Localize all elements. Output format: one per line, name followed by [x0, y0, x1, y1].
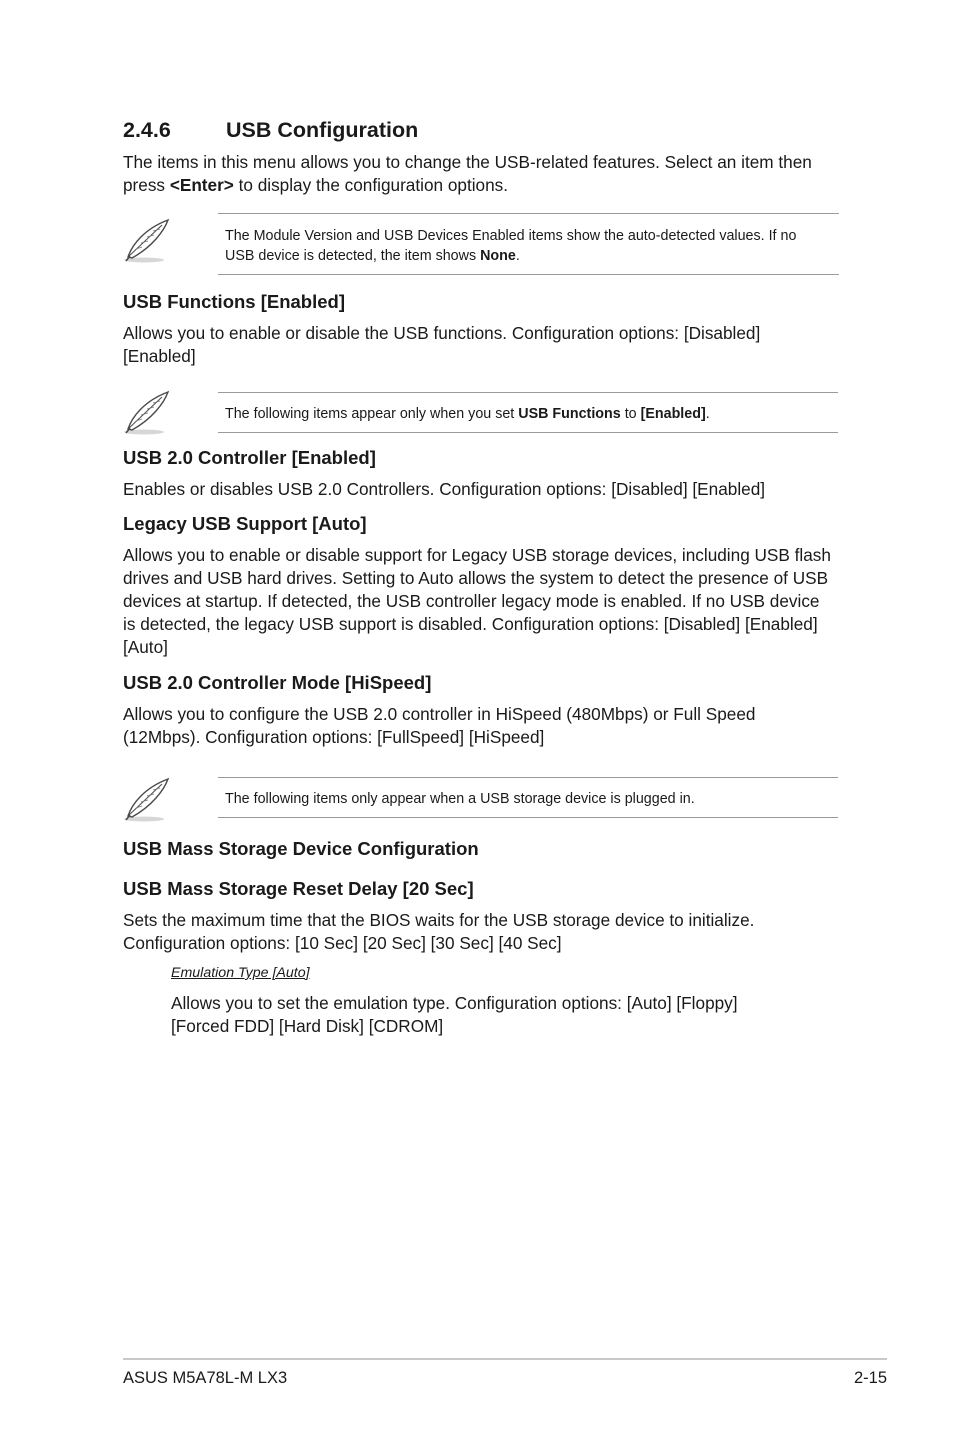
reset-delay-line-2: Configuration options: [10 Sec] [20 Sec] [30 Sec] [40 Sec] — [123, 933, 562, 953]
section-title-text: USB Configuration — [226, 118, 419, 142]
note-box-2 — [218, 392, 838, 433]
legacy-usb-line-1: Allows you to enable or disable support for Legacy USB storage devices, including USB flash — [123, 545, 831, 565]
usb-functions-description — [123, 322, 843, 368]
usb-functions-line-1: Allows you to enable or disable the USB functions. Configuration options: [Disabled] — [123, 323, 761, 343]
usb20-mode-description — [123, 703, 843, 749]
pen-note-icon — [122, 217, 176, 265]
heading-reset-delay: USB Mass Storage Reset Delay [20 Sec] — [123, 878, 474, 899]
heading-usb20-controller: USB 2.0 Controller [Enabled] — [123, 447, 376, 468]
note-1-line-2 — [225, 246, 520, 266]
note-1-line-2-pre: USB device is detected, the item shows — [225, 248, 481, 264]
note-2-bold-usb-functions: USB Functions — [518, 406, 621, 422]
heading-legacy-usb: Legacy USB Support [Auto] — [123, 513, 367, 534]
section-number: 2.4.6 — [123, 118, 171, 142]
note-1-line-1: The Module Version and USB Devices Enabled items show the auto-detected values. If no — [225, 228, 797, 244]
usb-functions-line-2: [Enabled] — [123, 346, 196, 366]
note-2-text — [225, 404, 710, 424]
usb20-mode-line-2: (12Mbps). Configuration options: [FullSpeed] [HiSpeed] — [123, 727, 545, 747]
heading-usb-functions: USB Functions [Enabled] — [123, 291, 345, 312]
usb20-mode-line-1: Allows you to configure the USB 2.0 controller in HiSpeed (480Mbps) or Full Speed — [123, 704, 756, 724]
section-title — [123, 120, 418, 142]
note-2-pre: The following items appear only when you set — [225, 406, 519, 422]
legacy-usb-line-5: [Auto] — [123, 637, 168, 657]
note-3-text: The following items only appear when a USB storage device is plugged in. — [225, 791, 695, 807]
footer-rule — [123, 1358, 887, 1360]
note-box-1 — [218, 213, 839, 275]
legacy-usb-line-3: devices at startup. If detected, the USB controller legacy mode is enabled. If no USB device — [123, 591, 820, 611]
note-1-line-2-post: . — [515, 248, 520, 264]
legacy-usb-description — [123, 544, 843, 659]
emulation-line-1: Allows you to set the emulation type. Configuration options: [Auto] [Floppy] — [171, 993, 738, 1013]
note-2-bold-enabled: [Enabled] — [640, 406, 706, 422]
emulation-type-label: Emulation Type [Auto] — [171, 965, 310, 981]
pen-note-icon — [122, 389, 176, 437]
note-2-mid: to — [620, 406, 641, 422]
reset-delay-line-1: Sets the maximum time that the BIOS waits for the USB storage device to initialize. — [123, 910, 755, 930]
legacy-usb-line-4: is detected, the legacy USB support is disabled. Configuration options: [Disabled] [Enabled] — [123, 614, 818, 634]
footer-product-name: ASUS M5A78L-M LX3 — [123, 1369, 288, 1387]
usb20-controller-description — [123, 478, 843, 501]
intro-line-2-post: to display the configuration options. — [233, 175, 509, 195]
reset-delay-description — [123, 909, 843, 955]
note-box-3 — [218, 777, 838, 818]
heading-mass-storage-config: USB Mass Storage Device Configuration — [123, 838, 479, 859]
emulation-description — [171, 992, 851, 1038]
usb20-controller-line-1: Enables or disables USB 2.0 Controllers. Configuration options: [Disabled] [Enabled] — [123, 479, 766, 499]
intro-line-2-pre: press — [123, 175, 170, 195]
intro-paragraph — [123, 151, 843, 197]
intro-line-2 — [123, 174, 843, 197]
legacy-usb-line-2: drives and USB hard drives. Setting to Auto allows the system to detect the presence of USB — [123, 568, 829, 588]
intro-enter-key: <Enter> — [169, 175, 234, 195]
emulation-line-2: [Forced FDD] [Hard Disk] [CDROM] — [171, 1016, 444, 1036]
intro-line-1: The items in this menu allows you to change the USB-related features. Select an item then — [123, 152, 812, 172]
pen-note-icon — [122, 776, 176, 824]
note-1-bold-none: None — [480, 248, 516, 264]
note-2-post: . — [705, 406, 710, 422]
footer-page-number: 2-15 — [853, 1369, 887, 1387]
heading-usb20-mode: USB 2.0 Controller Mode [HiSpeed] — [123, 672, 432, 693]
